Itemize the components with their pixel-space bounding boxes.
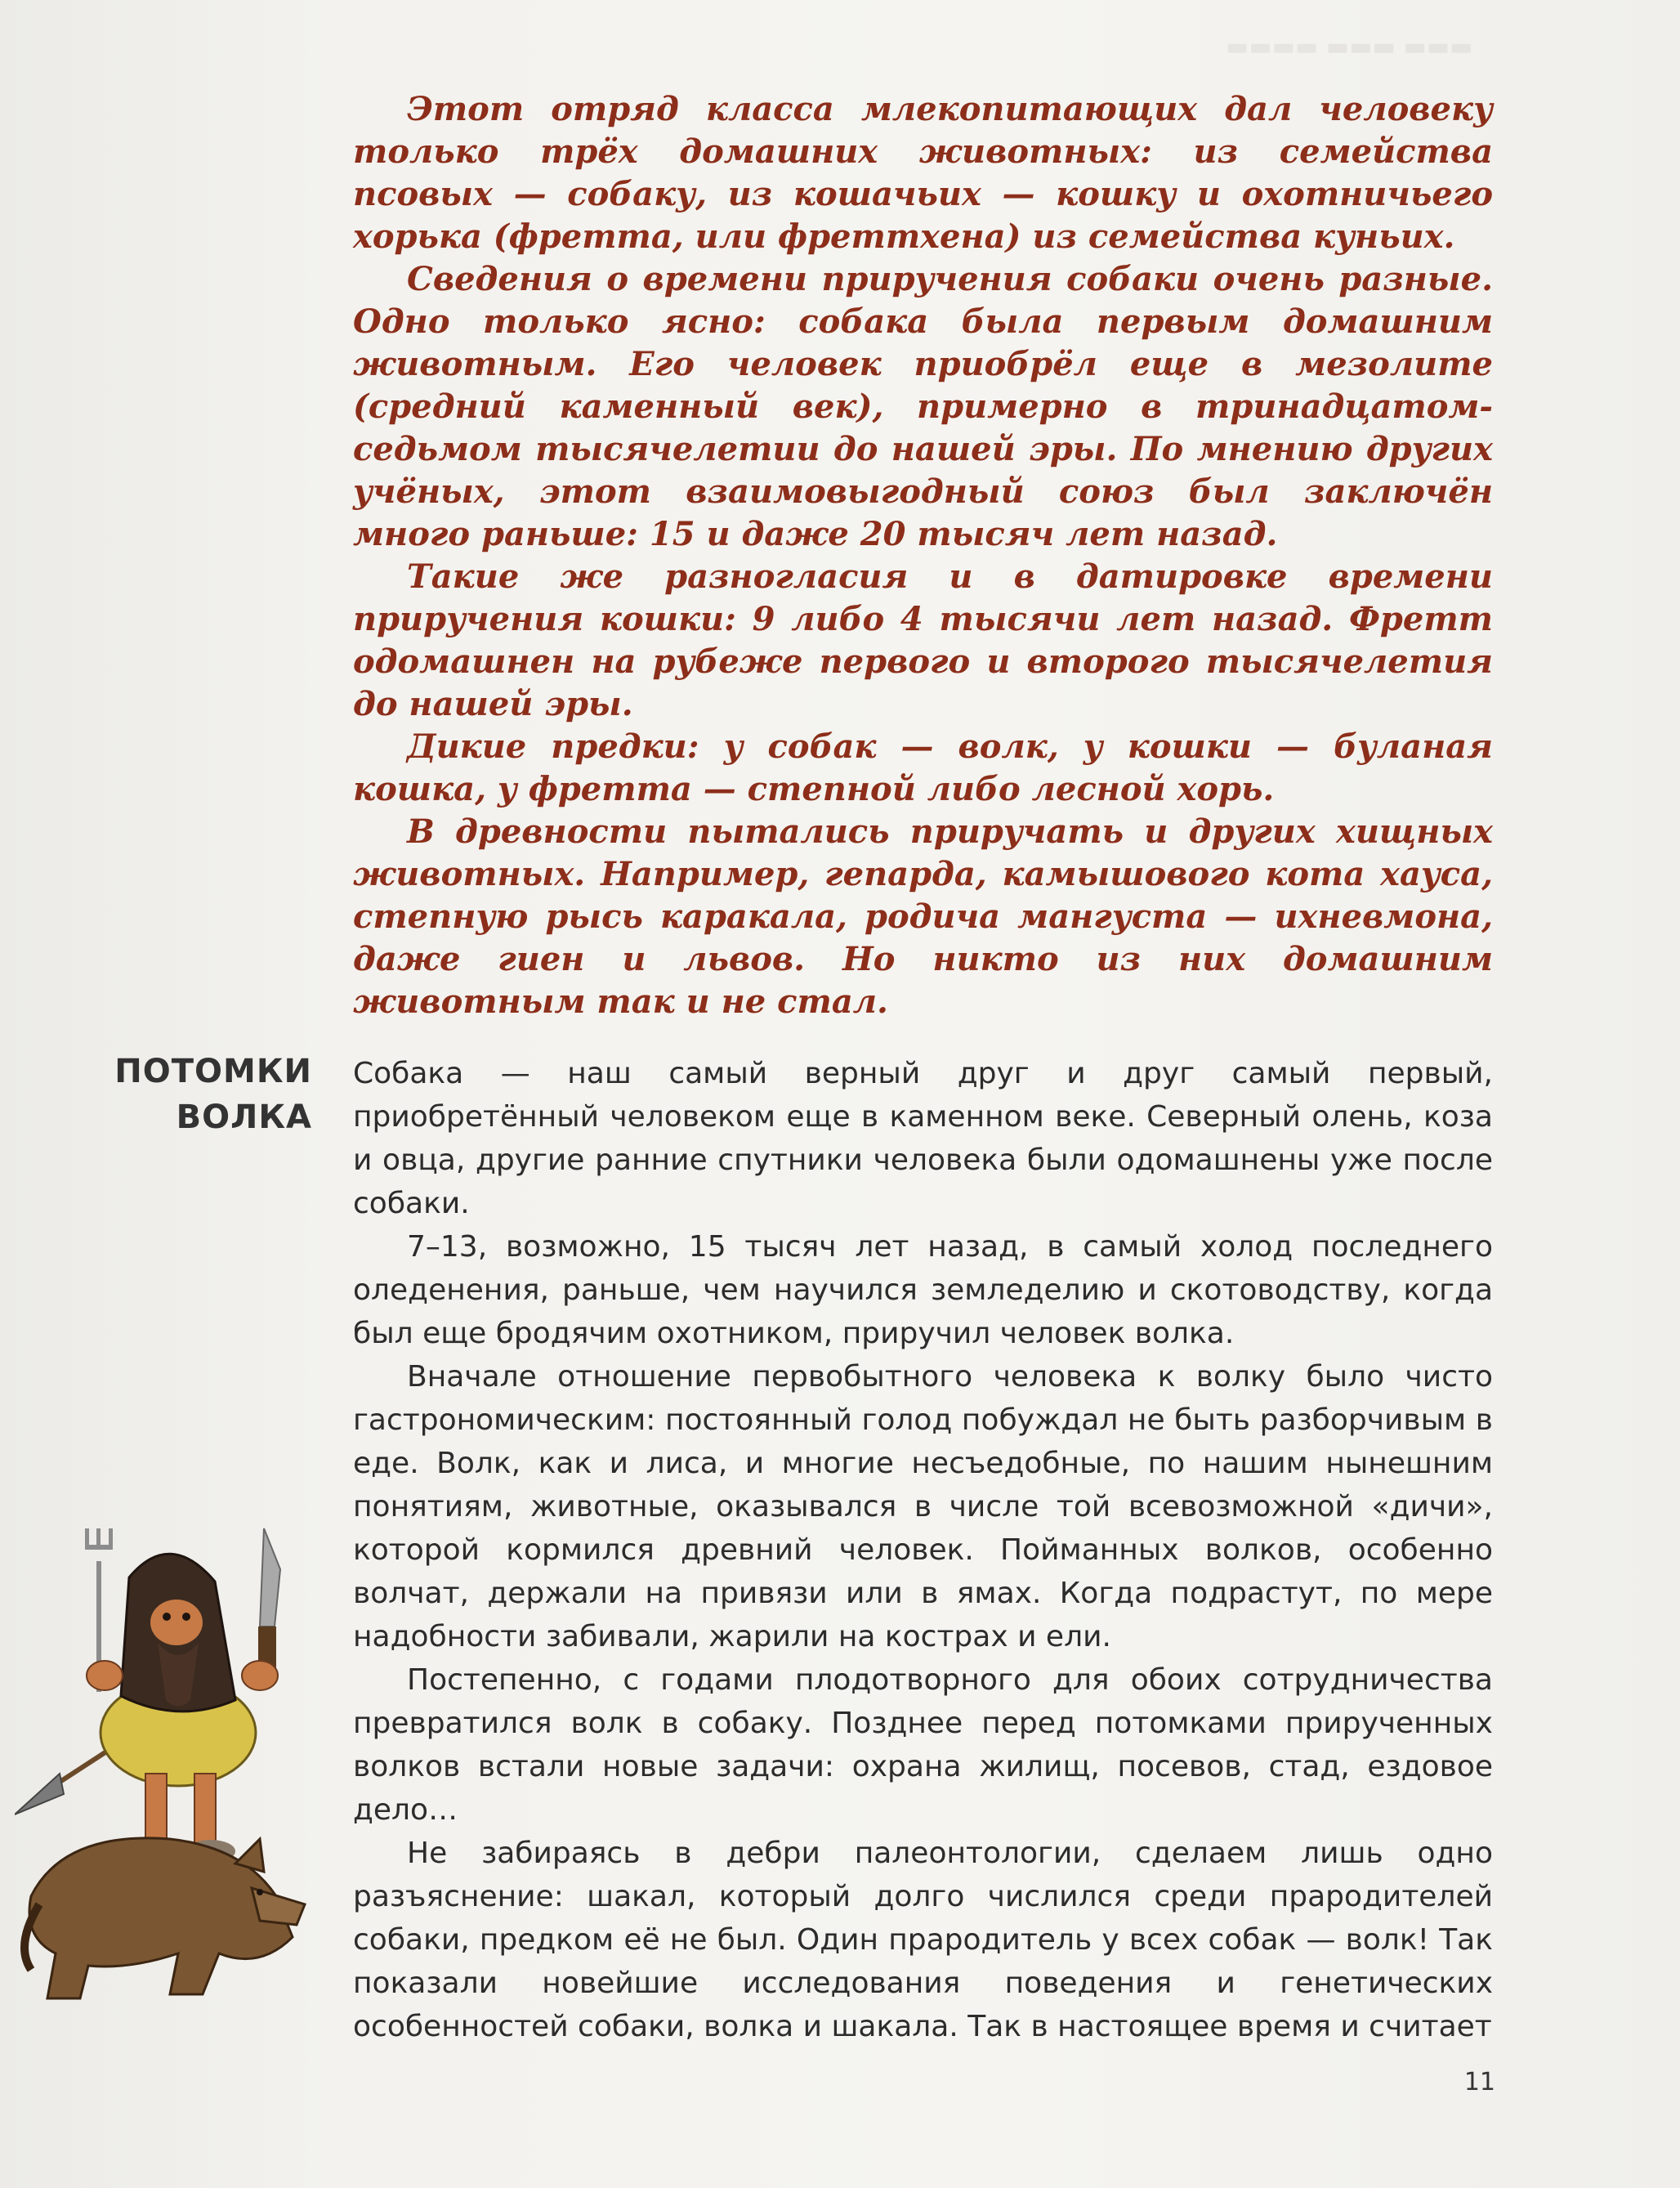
section-heading-line: ВОЛКА (176, 1098, 312, 1136)
intro-paragraph: Такие же разногласия и в датировке времени приручения кошки: 9 либо 4 тысячи лет назад. Фретт одомашнен на рубеже первого и второго тысячелетия до нашей эры. (353, 557, 1493, 723)
section-body (353, 1052, 1493, 2048)
body-paragraph: Не забираясь в дебри палеонтологии, сделаем лишь одно разъяснение: шакал, который долго числился среди прародителей собаки, предком её не был. Один прародитель у всех собак — волк! Так показали новейшие исследования поведения и генетических особенностей собаки, волка и шакала. Так в настоящее время и считает (353, 1837, 1493, 2043)
intro-paragraph: В древности пытались приручать и других хищных животных. Например, гепарда, камышового кота хауса, степную рысь каракала, родича мангуста — ихневмона, даже гиен и львов. Но никто из них домашним животным так и не стал. (353, 812, 1493, 1021)
caveman-with-wolf-illustration (15, 1512, 309, 2002)
body-paragraph: 7–13, возможно, 15 тысяч лет назад, в самый холод последнего оледенения, раньше, чем научился земледелию и скотоводству, когда был еще бродячим охотником, приручил человек волка. (353, 1230, 1493, 1350)
intro-block (353, 88, 1493, 1023)
intro-paragraph: Дикие предки: у собак — волк, у кошки — буланая кошка, у фретта — степной либо лесной хорь. (353, 727, 1493, 808)
show-through-texture: ▬▬▬▬ ▬▬▬ ▬▬▬ (1226, 33, 1473, 61)
section-heading-line: ПОТОМКИ (114, 1053, 312, 1090)
wolf-icon (25, 1838, 305, 1998)
knife-icon (258, 1528, 280, 1676)
intro-paragraph: Сведения о времени приручения собаки очень разные. Одно только ясно: собака была первым домашним животным. Его человек приобрёл еще в мезолите (средний каменный век), примерно в тринадцатом-седьмом тысячелетии до нашей эры. По мнению других учёных, этот взаимовыгодный союз был заключён много раньше: 15 и даже 20 тысяч лет назад. (353, 260, 1493, 553)
body-paragraph: Вначале отношение первобытного человека к волку было чисто гастрономическим: постоянный голод побуждал не быть разборчивым в еде. Волк, как и лиса, и многие несъедобные, по нашим нынешним понятиям, животные, оказывался в числе той всевозможной «дичи», которой кормился древний человек. Пойманных волков, особенно волчат, держали на привязи или в ямах. Когда подрастут, по мере надобности забивали, жарили на кострах и ели. (353, 1360, 1493, 1653)
intro-paragraph: Этот отряд класса млекопитающих дал человеку только трёх домашних животных: из семейства псовых — собаку, из кошачьих — кошку и охотничьего хорька (фретта, или фреттхена) из семейства куньих. (353, 90, 1493, 256)
body-paragraph: Постепенно, с годами плодотворного для обоих сотрудничества превратился волк в собаку. Позднее перед потомками прирученных волков встали новые задачи: охрана жилищ, посевов, стад, ездовое дело… (353, 1663, 1493, 1827)
section-heading (82, 1049, 312, 1140)
page-number: 11 (1463, 2068, 1495, 2096)
body-paragraph: Собака — наш самый верный друг и друг самый первый, приобретённый человеком еще в каменном веке. Северный олень, коза и овца, другие ранние спутники человека были одомашнены уже после собаки. (353, 1057, 1493, 1220)
